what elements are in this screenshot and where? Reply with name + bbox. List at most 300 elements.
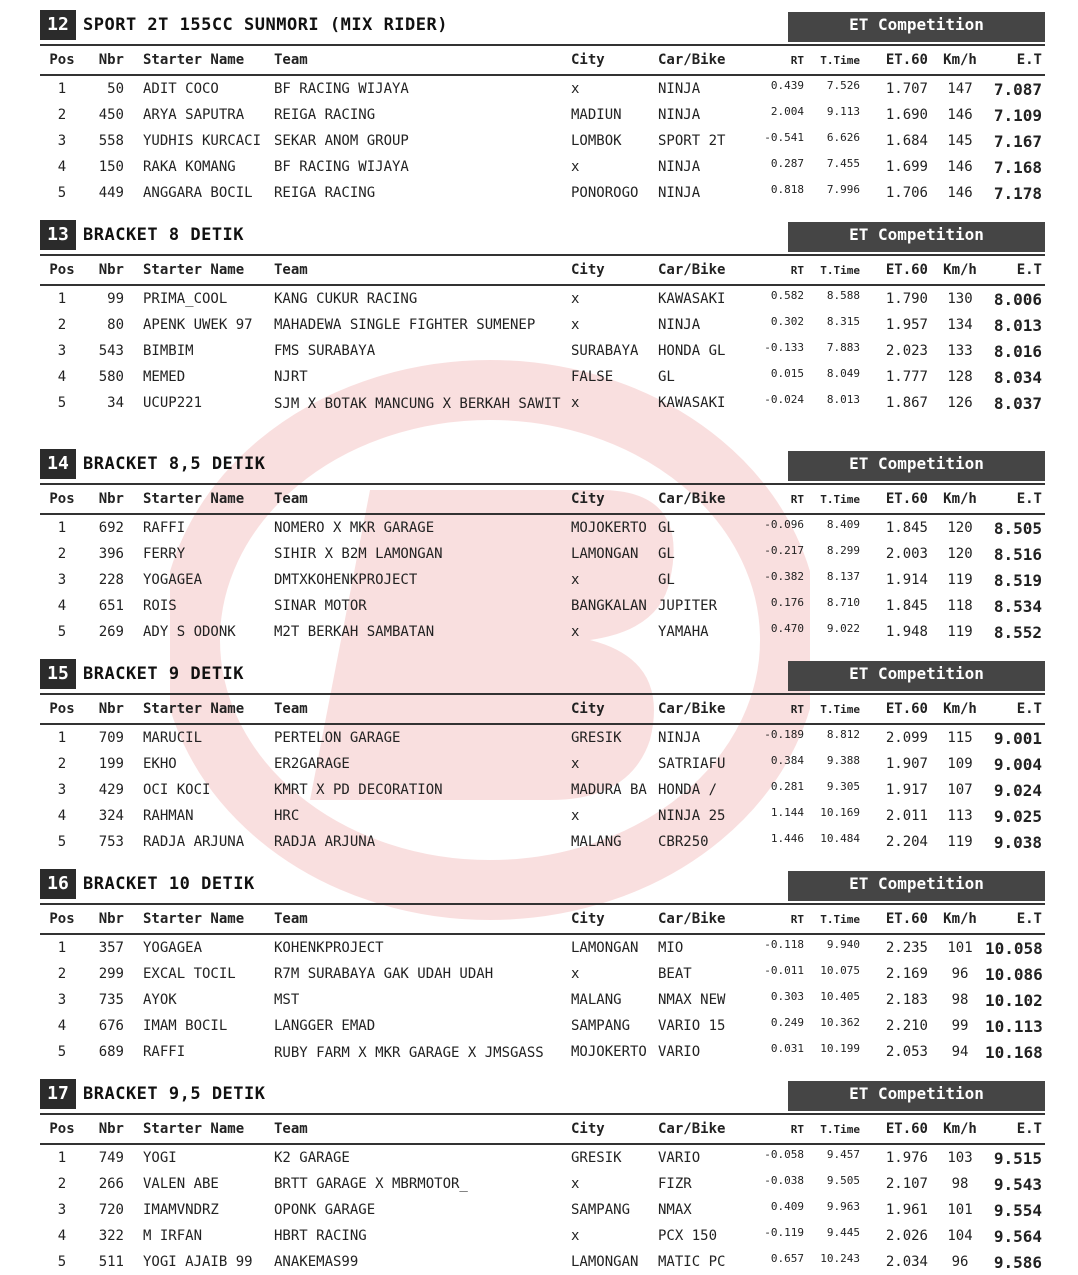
column-header-pos: Pos: [49, 701, 75, 717]
speed-cell: 146: [947, 107, 973, 123]
result-row: [40, 541, 1045, 567]
reaction-time-cell: -0.189: [764, 728, 804, 741]
number-cell: 449: [98, 185, 124, 201]
position-cell: 2: [57, 966, 67, 982]
competition-badge: ET Competition: [788, 12, 1045, 42]
column-header-city: City: [571, 262, 605, 278]
total-time-cell: 8.049: [826, 367, 860, 380]
column-header-tt: T.Time: [820, 264, 860, 277]
speed-cell: 119: [947, 834, 973, 850]
reaction-time-cell: -0.217: [764, 544, 804, 557]
city-cell: SURABAYA: [571, 343, 639, 359]
total-time-cell: 9.940: [826, 938, 860, 951]
total-time-cell: 8.299: [826, 544, 860, 557]
starter-name-cell: RAHMAN: [143, 808, 194, 824]
column-header-rt: RT: [790, 913, 804, 926]
reaction-time-cell: -0.118: [764, 938, 804, 951]
team-cell: K2 GARAGE: [274, 1150, 350, 1166]
car-bike-cell: VARIO: [658, 1044, 701, 1060]
column-header-et: E.T: [1016, 1121, 1042, 1137]
et60-cell: 2.023: [885, 343, 928, 359]
starter-name-cell: ARYA SAPUTRA: [143, 107, 245, 123]
speed-cell: 130: [947, 291, 973, 307]
column-header-row: [40, 485, 1045, 515]
car-bike-cell: CBR250: [658, 834, 709, 850]
speed-cell: 133: [947, 343, 973, 359]
number-cell: 692: [98, 520, 124, 536]
column-header-city: City: [571, 911, 605, 927]
starter-name-cell: EKHO: [143, 756, 177, 772]
column-header-et: E.T: [1016, 491, 1042, 507]
total-time-cell: 7.996: [826, 183, 860, 196]
car-bike-cell: NMAX NEW: [658, 992, 726, 1008]
class-section: [40, 10, 1045, 206]
column-header-et: E.T: [1016, 701, 1042, 717]
team-cell: LANGGER EMAD: [274, 1018, 376, 1034]
city-cell: x: [571, 1176, 580, 1192]
team-cell: ER2GARAGE: [274, 756, 350, 772]
starter-name-cell: ROIS: [143, 598, 177, 614]
et60-cell: 1.948: [885, 624, 928, 640]
car-bike-cell: GL: [658, 572, 675, 588]
city-cell: x: [571, 159, 580, 175]
city-cell: MOJOKERTO: [571, 1044, 647, 1060]
total-time-cell: 7.883: [826, 341, 860, 354]
position-cell: 3: [57, 782, 67, 798]
city-cell: GRESIK: [571, 730, 622, 746]
elapsed-time-cell: 8.037: [993, 394, 1042, 413]
car-bike-cell: NINJA: [658, 317, 701, 333]
et60-cell: 1.917: [885, 782, 928, 798]
team-cell: SIHIR X B2M LAMONGAN: [274, 546, 443, 562]
column-header-nbr: Nbr: [98, 911, 124, 927]
city-cell: x: [571, 1228, 580, 1244]
team-cell: HRC: [274, 808, 300, 824]
position-cell: 5: [57, 1254, 67, 1270]
number-cell: 228: [98, 572, 124, 588]
reaction-time-cell: 0.302: [770, 315, 804, 328]
city-cell: PONOROGO: [571, 185, 639, 201]
class-number-badge: 13: [40, 220, 76, 250]
position-cell: 2: [57, 1176, 67, 1192]
total-time-cell: 9.445: [826, 1226, 860, 1239]
starter-name-cell: MEMED: [143, 369, 186, 385]
column-header-rt: RT: [790, 264, 804, 277]
elapsed-time-cell: 7.168: [993, 158, 1042, 177]
city-cell: x: [571, 966, 580, 982]
column-header-name: Starter Name: [143, 1121, 245, 1137]
competition-badge: ET Competition: [788, 222, 1045, 252]
column-header-kmh: Km/h: [943, 701, 977, 717]
position-cell: 4: [57, 159, 67, 175]
result-row: [40, 777, 1045, 803]
starter-name-cell: RAFFI: [143, 520, 186, 536]
column-header-tt: T.Time: [820, 54, 860, 67]
result-row: [40, 619, 1045, 645]
et60-cell: 1.961: [885, 1202, 928, 1218]
class-section: [40, 659, 1045, 855]
city-cell: x: [571, 808, 580, 824]
column-header-rt: RT: [790, 703, 804, 716]
car-bike-cell: KAWASAKI: [658, 291, 726, 307]
car-bike-cell: PCX 150: [658, 1228, 718, 1244]
starter-name-cell: UCUP221: [143, 395, 203, 411]
speed-cell: 134: [947, 317, 973, 333]
team-cell: KMRT X PD DECORATION: [274, 782, 443, 798]
reaction-time-cell: 0.384: [770, 754, 804, 767]
column-header-et60: ET.60: [885, 1121, 928, 1137]
starter-name-cell: RAKA KOMANG: [143, 159, 236, 175]
column-header-nbr: Nbr: [98, 701, 124, 717]
speed-cell: 120: [947, 520, 973, 536]
elapsed-time-cell: 8.034: [993, 368, 1042, 387]
car-bike-cell: SPORT 2T: [658, 133, 726, 149]
column-header-pos: Pos: [49, 262, 75, 278]
position-cell: 1: [57, 291, 67, 307]
speed-cell: 120: [947, 546, 973, 562]
result-row: [40, 338, 1045, 364]
column-header-name: Starter Name: [143, 911, 245, 927]
column-header-name: Starter Name: [143, 262, 245, 278]
reaction-time-cell: 0.409: [770, 1200, 804, 1213]
et60-cell: 2.034: [885, 1254, 928, 1270]
car-bike-cell: MATIC PC: [658, 1254, 726, 1270]
et60-cell: 1.699: [885, 159, 928, 175]
reaction-time-cell: 0.657: [770, 1252, 804, 1265]
position-cell: 3: [57, 572, 67, 588]
position-cell: 1: [57, 940, 67, 956]
column-header-pos: Pos: [49, 52, 75, 68]
column-header-kmh: Km/h: [943, 262, 977, 278]
city-cell: MALANG: [571, 992, 622, 1008]
city-cell: LAMONGAN: [571, 940, 639, 956]
team-cell: HBRT RACING: [274, 1228, 367, 1244]
position-cell: 4: [57, 1018, 67, 1034]
starter-name-cell: IMAMVNDRZ: [143, 1202, 219, 1218]
starter-name-cell: IMAM BOCIL: [143, 1018, 228, 1034]
et60-cell: 2.011: [885, 808, 928, 824]
team-cell: MAHADEWA SINGLE FIGHTER SUMENEP: [274, 317, 536, 333]
column-header-pos: Pos: [49, 911, 75, 927]
class-number-badge: 15: [40, 659, 76, 689]
column-header-city: City: [571, 701, 605, 717]
team-cell: SEKAR ANOM GROUP: [274, 133, 409, 149]
result-row: [40, 180, 1045, 206]
total-time-cell: 10.169: [820, 806, 860, 819]
competition-badge: ET Competition: [788, 871, 1045, 901]
column-header-team: Team: [274, 911, 308, 927]
starter-name-cell: YOGAGEA: [143, 940, 203, 956]
result-row: [40, 751, 1045, 777]
column-header-car: Car/Bike: [658, 911, 726, 927]
result-row: [40, 364, 1045, 390]
car-bike-cell: FIZR: [658, 1176, 692, 1192]
result-row: [40, 154, 1045, 180]
column-header-car: Car/Bike: [658, 1121, 726, 1137]
elapsed-time-cell: 7.178: [993, 184, 1042, 203]
team-cell: RUBY FARM X MKR GARAGE X JMSGASS: [274, 1045, 544, 1061]
column-header-car: Car/Bike: [658, 701, 726, 717]
reaction-time-cell: -0.096: [764, 518, 804, 531]
et60-cell: 1.690: [885, 107, 928, 123]
competition-badge: ET Competition: [788, 451, 1045, 481]
city-cell: x: [571, 572, 580, 588]
reaction-time-cell: 0.439: [770, 79, 804, 92]
column-header-row: [40, 256, 1045, 286]
result-row: [40, 1197, 1045, 1223]
column-header-car: Car/Bike: [658, 491, 726, 507]
position-cell: 2: [57, 317, 67, 333]
car-bike-cell: GL: [658, 546, 675, 562]
reaction-time-cell: 0.015: [770, 367, 804, 380]
number-cell: 753: [98, 834, 124, 850]
result-row: [40, 593, 1045, 619]
column-header-tt: T.Time: [820, 703, 860, 716]
class-title: SPORT 2T 155CC SUNMORI (MIX RIDER): [83, 15, 448, 35]
et60-cell: 1.845: [885, 598, 928, 614]
reaction-time-cell: -0.382: [764, 570, 804, 583]
et60-cell: 1.790: [885, 291, 928, 307]
total-time-cell: 6.626: [826, 131, 860, 144]
city-cell: MADIUN: [571, 107, 622, 123]
total-time-cell: 9.305: [826, 780, 860, 793]
section-header: [40, 659, 1045, 695]
column-header-nbr: Nbr: [98, 52, 124, 68]
number-cell: 396: [98, 546, 124, 562]
et60-cell: 2.099: [885, 730, 928, 746]
car-bike-cell: BEAT: [658, 966, 692, 982]
elapsed-time-cell: 7.109: [993, 106, 1042, 125]
result-row: [40, 1039, 1045, 1083]
et60-cell: 1.976: [885, 1150, 928, 1166]
class-title: BRACKET 10 DETIK: [83, 874, 255, 894]
city-cell: FALSE: [571, 369, 614, 385]
car-bike-cell: NMAX: [658, 1202, 692, 1218]
car-bike-cell: HONDA GL: [658, 343, 726, 359]
column-header-nbr: Nbr: [98, 491, 124, 507]
class-number-badge: 16: [40, 869, 76, 899]
speed-cell: 147: [947, 81, 973, 97]
elapsed-time-cell: 8.534: [993, 597, 1042, 616]
column-header-tt: T.Time: [820, 1123, 860, 1136]
team-cell: BRTT GARAGE X MBRMOTOR_: [274, 1176, 468, 1192]
car-bike-cell: NINJA: [658, 159, 701, 175]
column-header-pos: Pos: [49, 491, 75, 507]
reaction-time-cell: -0.038: [764, 1174, 804, 1187]
et60-cell: 2.204: [885, 834, 928, 850]
car-bike-cell: HONDA /: [658, 782, 718, 798]
column-header-row: [40, 1115, 1045, 1145]
starter-name-cell: BIMBIM: [143, 343, 194, 359]
column-header-nbr: Nbr: [98, 262, 124, 278]
starter-name-cell: RADJA ARJUNA: [143, 834, 245, 850]
team-cell: DMTXKOHENKPROJECT: [274, 572, 418, 588]
city-cell: LAMONGAN: [571, 546, 639, 562]
elapsed-time-cell: 8.013: [993, 316, 1042, 335]
speed-cell: 145: [947, 133, 973, 149]
city-cell: GRESIK: [571, 1150, 622, 1166]
elapsed-time-cell: 10.102: [985, 991, 1043, 1010]
class-title: BRACKET 8,5 DETIK: [83, 454, 266, 474]
speed-cell: 118: [947, 598, 973, 614]
team-cell: REIGA RACING: [274, 185, 376, 201]
reaction-time-cell: 0.249: [770, 1016, 804, 1029]
speed-cell: 101: [947, 940, 973, 956]
result-row: [40, 390, 1045, 434]
elapsed-time-cell: 9.543: [993, 1175, 1042, 1194]
section-header: [40, 869, 1045, 905]
number-cell: 324: [98, 808, 124, 824]
total-time-cell: 8.013: [826, 393, 860, 406]
starter-name-cell: YOGI: [143, 1150, 177, 1166]
column-header-et60: ET.60: [885, 701, 928, 717]
starter-name-cell: YOGAGEA: [143, 572, 203, 588]
position-cell: 2: [57, 756, 67, 772]
car-bike-cell: NINJA: [658, 107, 701, 123]
speed-cell: 98: [951, 992, 969, 1008]
city-cell: x: [571, 317, 580, 333]
reaction-time-cell: -0.119: [764, 1226, 804, 1239]
elapsed-time-cell: 9.515: [993, 1149, 1042, 1168]
number-cell: 720: [98, 1202, 124, 1218]
result-row: [40, 1171, 1045, 1197]
column-header-name: Starter Name: [143, 701, 245, 717]
et60-cell: 2.169: [885, 966, 928, 982]
column-header-et60: ET.60: [885, 911, 928, 927]
total-time-cell: 8.588: [826, 289, 860, 302]
city-cell: MADURA BA: [571, 782, 647, 798]
number-cell: 689: [98, 1044, 124, 1060]
position-cell: 2: [57, 546, 67, 562]
result-row: [40, 515, 1045, 541]
reaction-time-cell: 1.446: [770, 832, 804, 845]
total-time-cell: 9.113: [826, 105, 860, 118]
elapsed-time-cell: 8.016: [993, 342, 1042, 361]
number-cell: 580: [98, 369, 124, 385]
starter-name-cell: PRIMA_COOL: [143, 291, 228, 307]
class-number-badge: 17: [40, 1079, 76, 1109]
column-header-kmh: Km/h: [943, 1121, 977, 1137]
team-cell: ANAKEMAS99: [274, 1254, 359, 1270]
section-header: [40, 10, 1045, 46]
speed-cell: 99: [951, 1018, 969, 1034]
reaction-time-cell: 0.303: [770, 990, 804, 1003]
number-cell: 150: [98, 159, 124, 175]
column-header-pos: Pos: [49, 1121, 75, 1137]
team-cell: M2T BERKAH SAMBATAN: [274, 624, 435, 640]
car-bike-cell: VARIO: [658, 1150, 701, 1166]
team-cell: SINAR MOTOR: [274, 598, 367, 614]
position-cell: 3: [57, 992, 67, 1008]
position-cell: 1: [57, 730, 67, 746]
column-header-team: Team: [274, 262, 308, 278]
position-cell: 4: [57, 369, 67, 385]
team-cell: KANG CUKUR RACING: [274, 291, 418, 307]
class-section: [40, 1079, 1045, 1275]
et60-cell: 2.003: [885, 546, 928, 562]
car-bike-cell: SATRIAFU: [658, 756, 726, 772]
total-time-cell: 7.455: [826, 157, 860, 170]
total-time-cell: 10.075: [820, 964, 860, 977]
starter-name-cell: ADY S ODONK: [143, 624, 236, 640]
elapsed-time-cell: 7.167: [993, 132, 1042, 151]
city-cell: x: [571, 395, 580, 411]
column-header-et60: ET.60: [885, 52, 928, 68]
elapsed-time-cell: 8.516: [993, 545, 1042, 564]
total-time-cell: 10.362: [820, 1016, 860, 1029]
number-cell: 676: [98, 1018, 124, 1034]
position-cell: 1: [57, 520, 67, 536]
et60-cell: 2.053: [885, 1044, 928, 1060]
column-header-name: Starter Name: [143, 491, 245, 507]
team-cell: FMS SURABAYA: [274, 343, 376, 359]
reaction-time-cell: 0.470: [770, 622, 804, 635]
column-header-kmh: Km/h: [943, 911, 977, 927]
elapsed-time-cell: 9.564: [993, 1227, 1042, 1246]
team-cell: BF RACING WIJAYA: [274, 81, 409, 97]
result-row: [40, 567, 1045, 593]
column-header-city: City: [571, 491, 605, 507]
reaction-time-cell: -0.024: [764, 393, 804, 406]
number-cell: 34: [107, 395, 124, 411]
elapsed-time-cell: 9.038: [993, 833, 1042, 852]
elapsed-time-cell: 8.519: [993, 571, 1042, 590]
speed-cell: 98: [951, 1176, 969, 1192]
number-cell: 199: [98, 756, 124, 772]
total-time-cell: 8.315: [826, 315, 860, 328]
elapsed-time-cell: 9.001: [993, 729, 1042, 748]
city-cell: MALANG: [571, 834, 622, 850]
section-header: [40, 1079, 1045, 1115]
elapsed-time-cell: 8.505: [993, 519, 1042, 538]
class-number-badge: 12: [40, 10, 76, 40]
speed-cell: 109: [947, 756, 973, 772]
total-time-cell: 9.388: [826, 754, 860, 767]
city-cell: x: [571, 291, 580, 307]
position-cell: 4: [57, 808, 67, 824]
column-header-city: City: [571, 1121, 605, 1137]
car-bike-cell: NINJA 25: [658, 808, 726, 824]
column-header-team: Team: [274, 701, 308, 717]
et60-cell: 2.107: [885, 1176, 928, 1192]
position-cell: 1: [57, 81, 67, 97]
elapsed-time-cell: 9.586: [993, 1253, 1042, 1272]
et60-cell: 1.957: [885, 317, 928, 333]
competition-badge: ET Competition: [788, 1081, 1045, 1111]
position-cell: 5: [57, 834, 67, 850]
team-cell: BF RACING WIJAYA: [274, 159, 409, 175]
city-cell: LAMONGAN: [571, 1254, 639, 1270]
speed-cell: 146: [947, 159, 973, 175]
car-bike-cell: YAMAHA: [658, 624, 709, 640]
starter-name-cell: ADIT COCO: [143, 81, 219, 97]
total-time-cell: 10.199: [820, 1042, 860, 1055]
elapsed-time-cell: 10.168: [985, 1043, 1043, 1062]
speed-cell: 96: [951, 1254, 969, 1270]
result-row: [40, 1249, 1045, 1275]
column-header-car: Car/Bike: [658, 262, 726, 278]
result-row: [40, 829, 1045, 855]
et60-cell: 2.026: [885, 1228, 928, 1244]
elapsed-time-cell: 9.025: [993, 807, 1042, 826]
team-cell: MST: [274, 992, 300, 1008]
starter-name-cell: YOGI AJAIB 99: [143, 1254, 253, 1270]
reaction-time-cell: -0.058: [764, 1148, 804, 1161]
position-cell: 5: [57, 185, 67, 201]
competition-badge: ET Competition: [788, 661, 1045, 691]
team-cell: OPONK GARAGE: [274, 1202, 376, 1218]
city-cell: x: [571, 81, 580, 97]
